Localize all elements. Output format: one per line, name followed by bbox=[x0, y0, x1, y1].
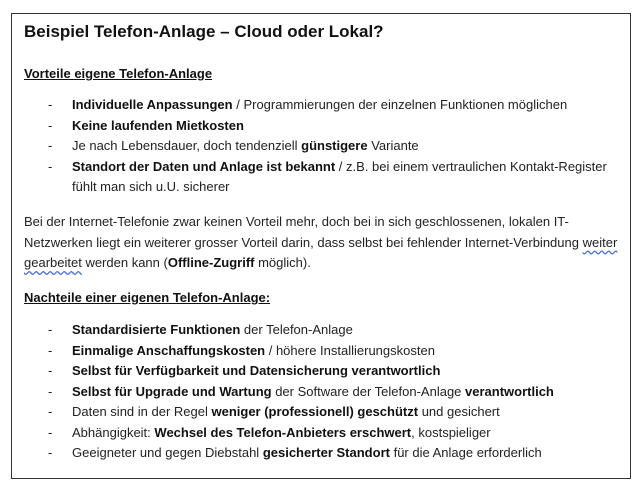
list-item: - Einmalige Anschaffungskosten / höhere Installierungskosten bbox=[12, 341, 622, 362]
list-item: - Daten sind in der Regel weniger (professionell) geschützt und gesichert bbox=[12, 402, 622, 423]
list-item: - Geeigneter und gegen Diebstahl gesicherter Standort für die Anlage erforderlich bbox=[12, 443, 622, 464]
advantages-list bbox=[12, 95, 622, 198]
disadvantages-heading: Nachteile einer eigenen Telefon-Anlage: bbox=[24, 290, 271, 305]
spellcheck-underline: weiter gearbeitet bbox=[24, 234, 618, 270]
disadvantages-list bbox=[12, 320, 622, 464]
list-item: - Keine laufenden Mietkosten bbox=[12, 116, 622, 137]
list-item: - Standardisierte Funktionen der Telefon-Anlage bbox=[12, 320, 622, 341]
offline-paragraph: Bei der Internet-Telefonie zwar keinen Vorteil mehr, doch bei in sich geschlossenen, lokalen IT-Netzwerken liegt ein weiterer grosser Vorteil darin, dass selbst bei fehlender Internet-Verbindung weiter gearbeitet werden kann (Offline-Zugriff möglich). bbox=[24, 214, 618, 270]
list-item: - Selbst für Upgrade und Wartung der Software der Telefon-Anlage verantwortlich bbox=[12, 382, 622, 403]
list-item: - Abhängigkeit: Wechsel des Telefon-Anbieters erschwert, kostspieliger bbox=[12, 423, 622, 444]
list-item: - Je nach Lebensdauer, doch tendenziell günstigere Variante bbox=[12, 136, 622, 157]
list-item: - Standort der Daten und Anlage ist bekannt / z.B. bei einem vertraulichen Kontakt-Register fühlt man sich u.U. sicherer bbox=[12, 157, 622, 198]
advantages-heading: Vorteile eigene Telefon-Anlage bbox=[24, 66, 213, 81]
list-item: - Selbst für Verfügbarkeit und Datensicherung verantwortlich bbox=[12, 361, 622, 382]
document-box bbox=[11, 13, 631, 479]
list-item: - Individuelle Anpassungen / Programmierungen der einzelnen Funktionen möglichen bbox=[12, 95, 622, 116]
document-title: Beispiel Telefon-Anlage – Cloud oder Lokal? bbox=[24, 22, 384, 41]
